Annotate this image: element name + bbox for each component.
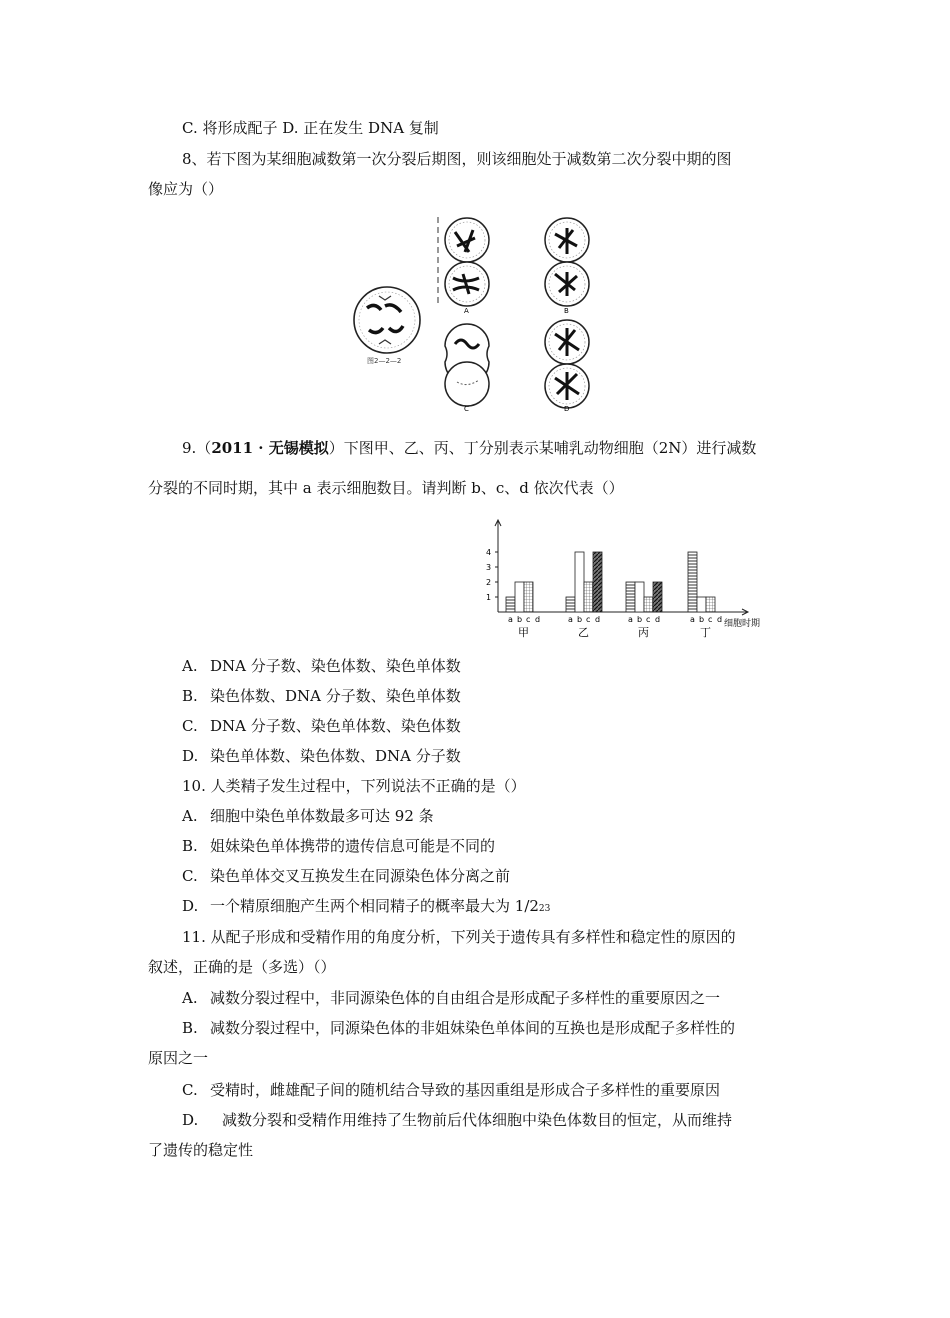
q10-option-b-text: 姐妹染色单体携带的遗传信息可能是不同的 bbox=[210, 837, 496, 855]
q10-stem: 10. 人类精子发生过程中，下列说法不正确的是（） bbox=[182, 777, 526, 795]
bar-c bbox=[706, 597, 715, 612]
q10-option-a-label: A. bbox=[182, 807, 198, 825]
q10-option-d-main: 一个精原细胞产生两个相同精子的概率最大为 1/2 bbox=[210, 897, 539, 915]
option-b-cells bbox=[545, 218, 589, 306]
bar-a bbox=[626, 582, 635, 612]
q9-option-b-label: B. bbox=[182, 687, 198, 705]
q11-option-b-text: 减数分裂过程中，同源染色体的非姐妹染色单体间的互换也是形成配子多样性的 bbox=[210, 1019, 736, 1037]
q9-option-a-text: DNA 分子数、染色体数、染色单体数 bbox=[210, 657, 461, 675]
q7-option-cd: C. 将形成配子 D. 正在发生 DNA 复制 bbox=[182, 119, 439, 137]
option-c-cells bbox=[445, 324, 489, 406]
bar-sub-label: b bbox=[699, 615, 705, 624]
bar-sub-label: d bbox=[717, 615, 723, 624]
bar-sub-label: b bbox=[637, 615, 643, 624]
q11-option-d-label: D. bbox=[182, 1111, 199, 1129]
q11-option-b-cont: 原因之一 bbox=[148, 1049, 209, 1067]
category-label: 丙 bbox=[638, 626, 649, 639]
option-d-cells bbox=[545, 320, 589, 408]
label-c: C bbox=[464, 405, 469, 413]
q10-option-a-text: 细胞中染色单体数最多可达 92 条 bbox=[210, 807, 434, 825]
bar-d bbox=[653, 582, 662, 612]
bar-sub-label: d bbox=[655, 615, 661, 624]
q9-option-c-text: DNA 分子数、染色单体数、染色体数 bbox=[210, 717, 461, 735]
q9-option-d-label: D. bbox=[182, 747, 199, 765]
bar-b bbox=[635, 582, 644, 612]
meiosis-figure bbox=[345, 212, 615, 421]
q9-option-b-text: 染色体数、DNA 分子数、染色单体数 bbox=[210, 687, 461, 705]
y-tick-label: 3 bbox=[486, 563, 492, 572]
q10-option-b-label: B. bbox=[182, 837, 198, 855]
bar-chart-svg bbox=[478, 518, 778, 648]
bar-sub-label: a bbox=[568, 615, 573, 624]
category-label: 甲 bbox=[518, 626, 529, 639]
q10-option-d-exponent: 23 bbox=[538, 904, 551, 914]
q11-stem-line1: 11. 从配子形成和受精作用的角度分析，下列关于遗传具有多样性和稳定性的原因的 bbox=[182, 928, 736, 946]
q9-option-c-label: C. bbox=[182, 717, 198, 735]
q9-stem-rest: ）下图甲、乙、丙、丁分别表示某哺乳动物细胞（2N）进行减数 bbox=[328, 439, 757, 457]
bar-a bbox=[506, 597, 515, 612]
q9-option-a-label: A. bbox=[182, 657, 198, 675]
bar-sub-label: b bbox=[517, 615, 523, 624]
bar-sub-label: c bbox=[708, 615, 713, 624]
y-tick-label: 4 bbox=[486, 548, 492, 557]
q11-option-a-text: 减数分裂过程中，非同源染色体的自由组合是形成配子多样性的重要原因之一 bbox=[210, 989, 721, 1007]
q9-stem-line2: 分裂的不同时期，其中 a 表示细胞数目。请判断 b、c、d 依次代表（） bbox=[148, 479, 624, 497]
bar-sub-label: a bbox=[628, 615, 633, 624]
q11-option-b-label: B. bbox=[182, 1019, 198, 1037]
q10-option-c-label: C. bbox=[182, 867, 198, 885]
bar-b bbox=[575, 552, 584, 612]
q10-option-d-label: D. bbox=[182, 897, 199, 915]
meiosis-figure-svg bbox=[345, 212, 615, 417]
q10-option-c-text: 染色单体交叉互换发生在同源染色体分离之前 bbox=[210, 867, 511, 885]
bar-a bbox=[566, 597, 575, 612]
bar-chart bbox=[478, 518, 778, 652]
label-d: D bbox=[564, 405, 570, 413]
x-axis-label: 细胞时期 bbox=[724, 619, 761, 629]
q8-stem-line2: 像应为（） bbox=[148, 180, 224, 198]
anaphase-cell bbox=[354, 287, 420, 353]
bar-sub-label: d bbox=[535, 615, 541, 624]
y-tick-label: 1 bbox=[486, 593, 492, 602]
bar-d bbox=[593, 552, 602, 612]
q11-option-a-label: A. bbox=[182, 989, 198, 1007]
label-b: B bbox=[564, 307, 569, 315]
bar-b bbox=[515, 582, 524, 612]
category-label: 乙 bbox=[578, 626, 589, 639]
bar-a bbox=[688, 552, 697, 612]
q11-option-d-text: 减数分裂和受精作用维持了生物前后代体细胞中染色体数目的恒定，从而维持 bbox=[222, 1111, 733, 1129]
q9-source: 2011 · 无锡模拟 bbox=[211, 439, 329, 457]
y-tick-label: 2 bbox=[486, 578, 492, 587]
bar-c bbox=[524, 582, 533, 612]
bar-c bbox=[644, 597, 653, 612]
q11-option-d-cont: 了遗传的稳定性 bbox=[148, 1141, 254, 1159]
bar-sub-label: d bbox=[595, 615, 601, 624]
bar-b bbox=[697, 597, 706, 612]
q9-number: 9.（ bbox=[182, 439, 212, 457]
bar-sub-label: c bbox=[526, 615, 531, 624]
q11-option-c-label: C. bbox=[182, 1081, 198, 1099]
figure-caption: 图2—2—2 bbox=[367, 357, 402, 365]
q8-stem-line1: 8、若下图为某细胞减数第一次分裂后期图，则该细胞处于减数第二次分裂中期的图 bbox=[182, 150, 732, 168]
q11-stem-line2: 叙述，正确的是（多选）（） bbox=[148, 958, 336, 976]
q9-stem-line1 bbox=[182, 438, 756, 458]
q11-option-c-text: 受精时，雌雄配子间的随机结合导致的基因重组是形成合子多样性的重要原因 bbox=[210, 1081, 721, 1099]
bar-sub-label: c bbox=[586, 615, 591, 624]
category-label: 丁 bbox=[700, 626, 711, 639]
option-a-cells bbox=[445, 218, 489, 306]
bar-sub-label: a bbox=[508, 615, 513, 624]
q9-option-d-text: 染色单体数、染色体数、DNA 分子数 bbox=[210, 747, 461, 765]
label-a: A bbox=[464, 307, 469, 315]
bar-sub-label: b bbox=[577, 615, 583, 624]
bar-sub-label: c bbox=[646, 615, 651, 624]
q10-option-d-text bbox=[210, 896, 550, 919]
bar-sub-label: a bbox=[690, 615, 695, 624]
bar-c bbox=[584, 582, 593, 612]
